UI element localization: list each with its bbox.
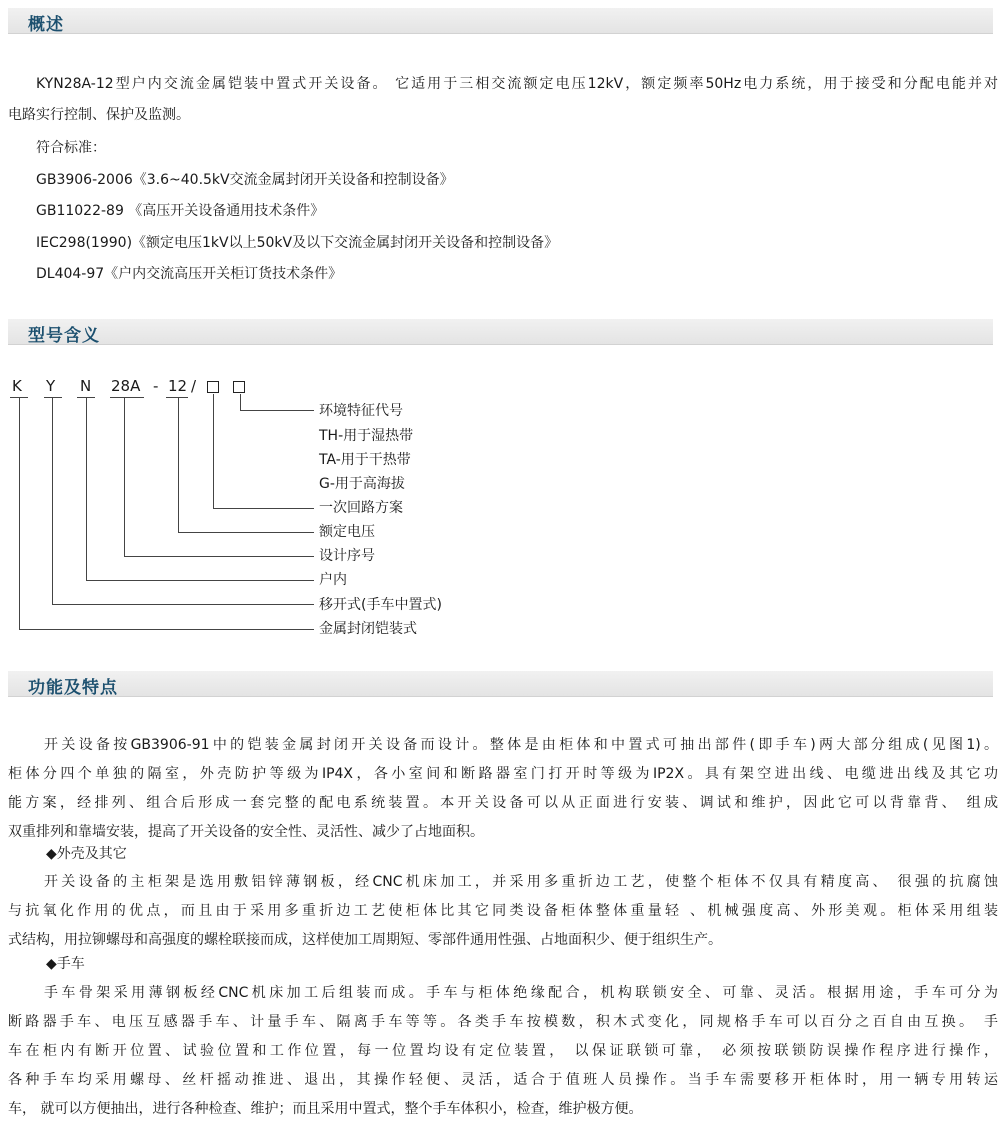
features-paragraph-3 [8,979,998,1124]
code-part-28a: 28A [111,377,141,395]
paragraph-line: 开关设备的主柜架是选用敷铝锌薄钢板，经CNC机床加工，并采用多重折边工艺，使整个柜体不仅具有精度高、 很强的抗腐蚀 [44,874,998,890]
paragraph-line: 车， 就可以方便抽出，进行各种检查、维护；而且采用中置式，整个手车体积小，检查，维护极方便。 [8,1101,643,1117]
leader-vertical-28a [124,398,125,556]
code-part-y: Y [46,377,56,395]
leader-vertical-y [52,398,53,604]
section-header-overview [8,8,993,34]
legend-item: TH-用于湿热带 [319,428,414,444]
features-paragraph-2 [8,868,998,955]
overview-intro-line-2: 电路实行控制、保护及监测。 [8,107,190,123]
paragraph-line: 式结构，用拉铆螺母和高强度的螺栓联接而成，这样使加工周期短、零部件通用性强、占地面积少、便于组织生产。 [8,932,722,948]
legend-item: 移开式(手车中置式) [319,597,442,613]
features-paragraph-1 [8,731,998,847]
legend-item: 户内 [319,572,347,588]
standard-item: IEC298(1990)《额定电压1kV以上50kV及以下交流金属封闭开关设备和控制设备》 [36,235,559,251]
code-box-2 [233,381,245,393]
code-part-slash: / [191,377,197,395]
section-header-model [8,319,993,345]
features-subtitle-enclosure: ◆外壳及其它 [46,846,127,862]
leader-horizontal-withdrawable [52,604,314,605]
standard-item: GB11022-89 《高压开关设备通用技术条件》 [36,203,325,219]
legend-item: 环境特征代号 [319,403,403,419]
code-part-k: K [12,377,22,395]
section-title-model: 型号含义 [28,326,100,346]
standards-label: 符合标准： [36,140,106,156]
paragraph-line: 断路器手车、电压互感器手车、计量手车、隔离手车等等。各类手车按模数，积木式变化，同规格手车可以百分之百自由互换。 手 [8,1014,998,1030]
section-title-overview: 概述 [28,15,64,35]
paragraph-line: 各种手车均采用螺母、丝杆摇动推进、退出，其操作轻便、灵活，适合于值班人员操作。当手车需要移开柜体时，用一辆专用转运 [8,1072,998,1088]
leader-vertical-box1 [213,394,214,508]
paragraph-line: 双重排列和靠墙安装，提高了开关设备的安全性、灵活性、减少了占地面积。 [8,824,484,840]
leader-vertical-box2 [240,394,241,410]
leader-horizontal-circuit [213,508,314,509]
legend-item: G-用于高海拔 [319,476,405,492]
leader-vertical-12 [178,398,179,532]
overview-intro-line-1: KYN28A-12型户内交流金属铠装中置式开关设备。 它适用于三相交流额定电压12kV，额定频率50Hz电力系统，用于接受和分配电能并对 [36,76,998,92]
legend-item: 金属封闭铠装式 [319,621,417,637]
standard-item: GB3906-2006《3.6~40.5kV交流金属封闭开关设备和控制设备》 [36,172,454,188]
leader-horizontal-armored [19,629,314,630]
paragraph-line: 开关设备按GB3906-91中的铠装金属封闭开关设备而设计。整体是由柜体和中置式可抽出部件(即手车)两大部分组成(见图1)。 [44,737,998,753]
paragraph-line: 车在柜内有断开位置、试验位置和工作位置，每一位置均设有定位装置， 以保证联锁可靠， 必须按联锁防误操作程序进行操作， [8,1043,998,1059]
code-part-dash: - [153,377,159,395]
paragraph-line: 与抗氧化作用的优点，而且由于采用多重折边工艺使柜体比其它同类设备柜体整体重量轻 、机械强度高、外形美观。柜体采用组装 [8,903,998,919]
underline-12 [166,397,188,398]
underline-28a [110,397,144,398]
paragraph-line: 柜体分四个单独的隔室，外壳防护等级为IP4X，各小室间和断路器室门打开时等级为IP2X。具有架空进出线、电缆进出线及其它功 [8,766,998,782]
code-part-12: 12 [168,377,188,395]
underline-y [44,397,62,398]
paragraph-line: 手车骨架采用薄钢板经CNC机床加工后组装而成。手车与柜体绝缘配合，机构联锁安全、可靠、灵活。根据用途，手车可分为 [44,985,998,1001]
legend-item: 设计序号 [319,548,375,564]
features-subtitle-truck: ◆手车 [46,956,85,972]
section-title-features: 功能及特点 [28,678,118,698]
code-part-n: N [80,377,92,395]
legend-item: 一次回路方案 [319,500,403,516]
leader-horizontal-env [240,410,314,411]
code-box-1 [207,381,219,393]
section-header-features [8,671,993,697]
legend-item: TA-用于干热带 [319,452,411,468]
leader-vertical-k [19,398,20,629]
leader-horizontal-serial [124,556,314,557]
overview-intro [8,74,998,125]
leader-horizontal-indoor [86,580,314,581]
leader-horizontal-voltage [178,532,314,533]
leader-vertical-n [86,398,87,580]
legend-item: 额定电压 [319,524,375,540]
standard-item: DL404-97《户内交流高压开关柜订货技术条件》 [36,266,343,282]
paragraph-line: 能方案，经排列、组合后形成一套完整的配电系统装置。本开关设备可以从正面进行安装、调试和维护，因此它可以背靠背、 组成 [8,795,998,811]
